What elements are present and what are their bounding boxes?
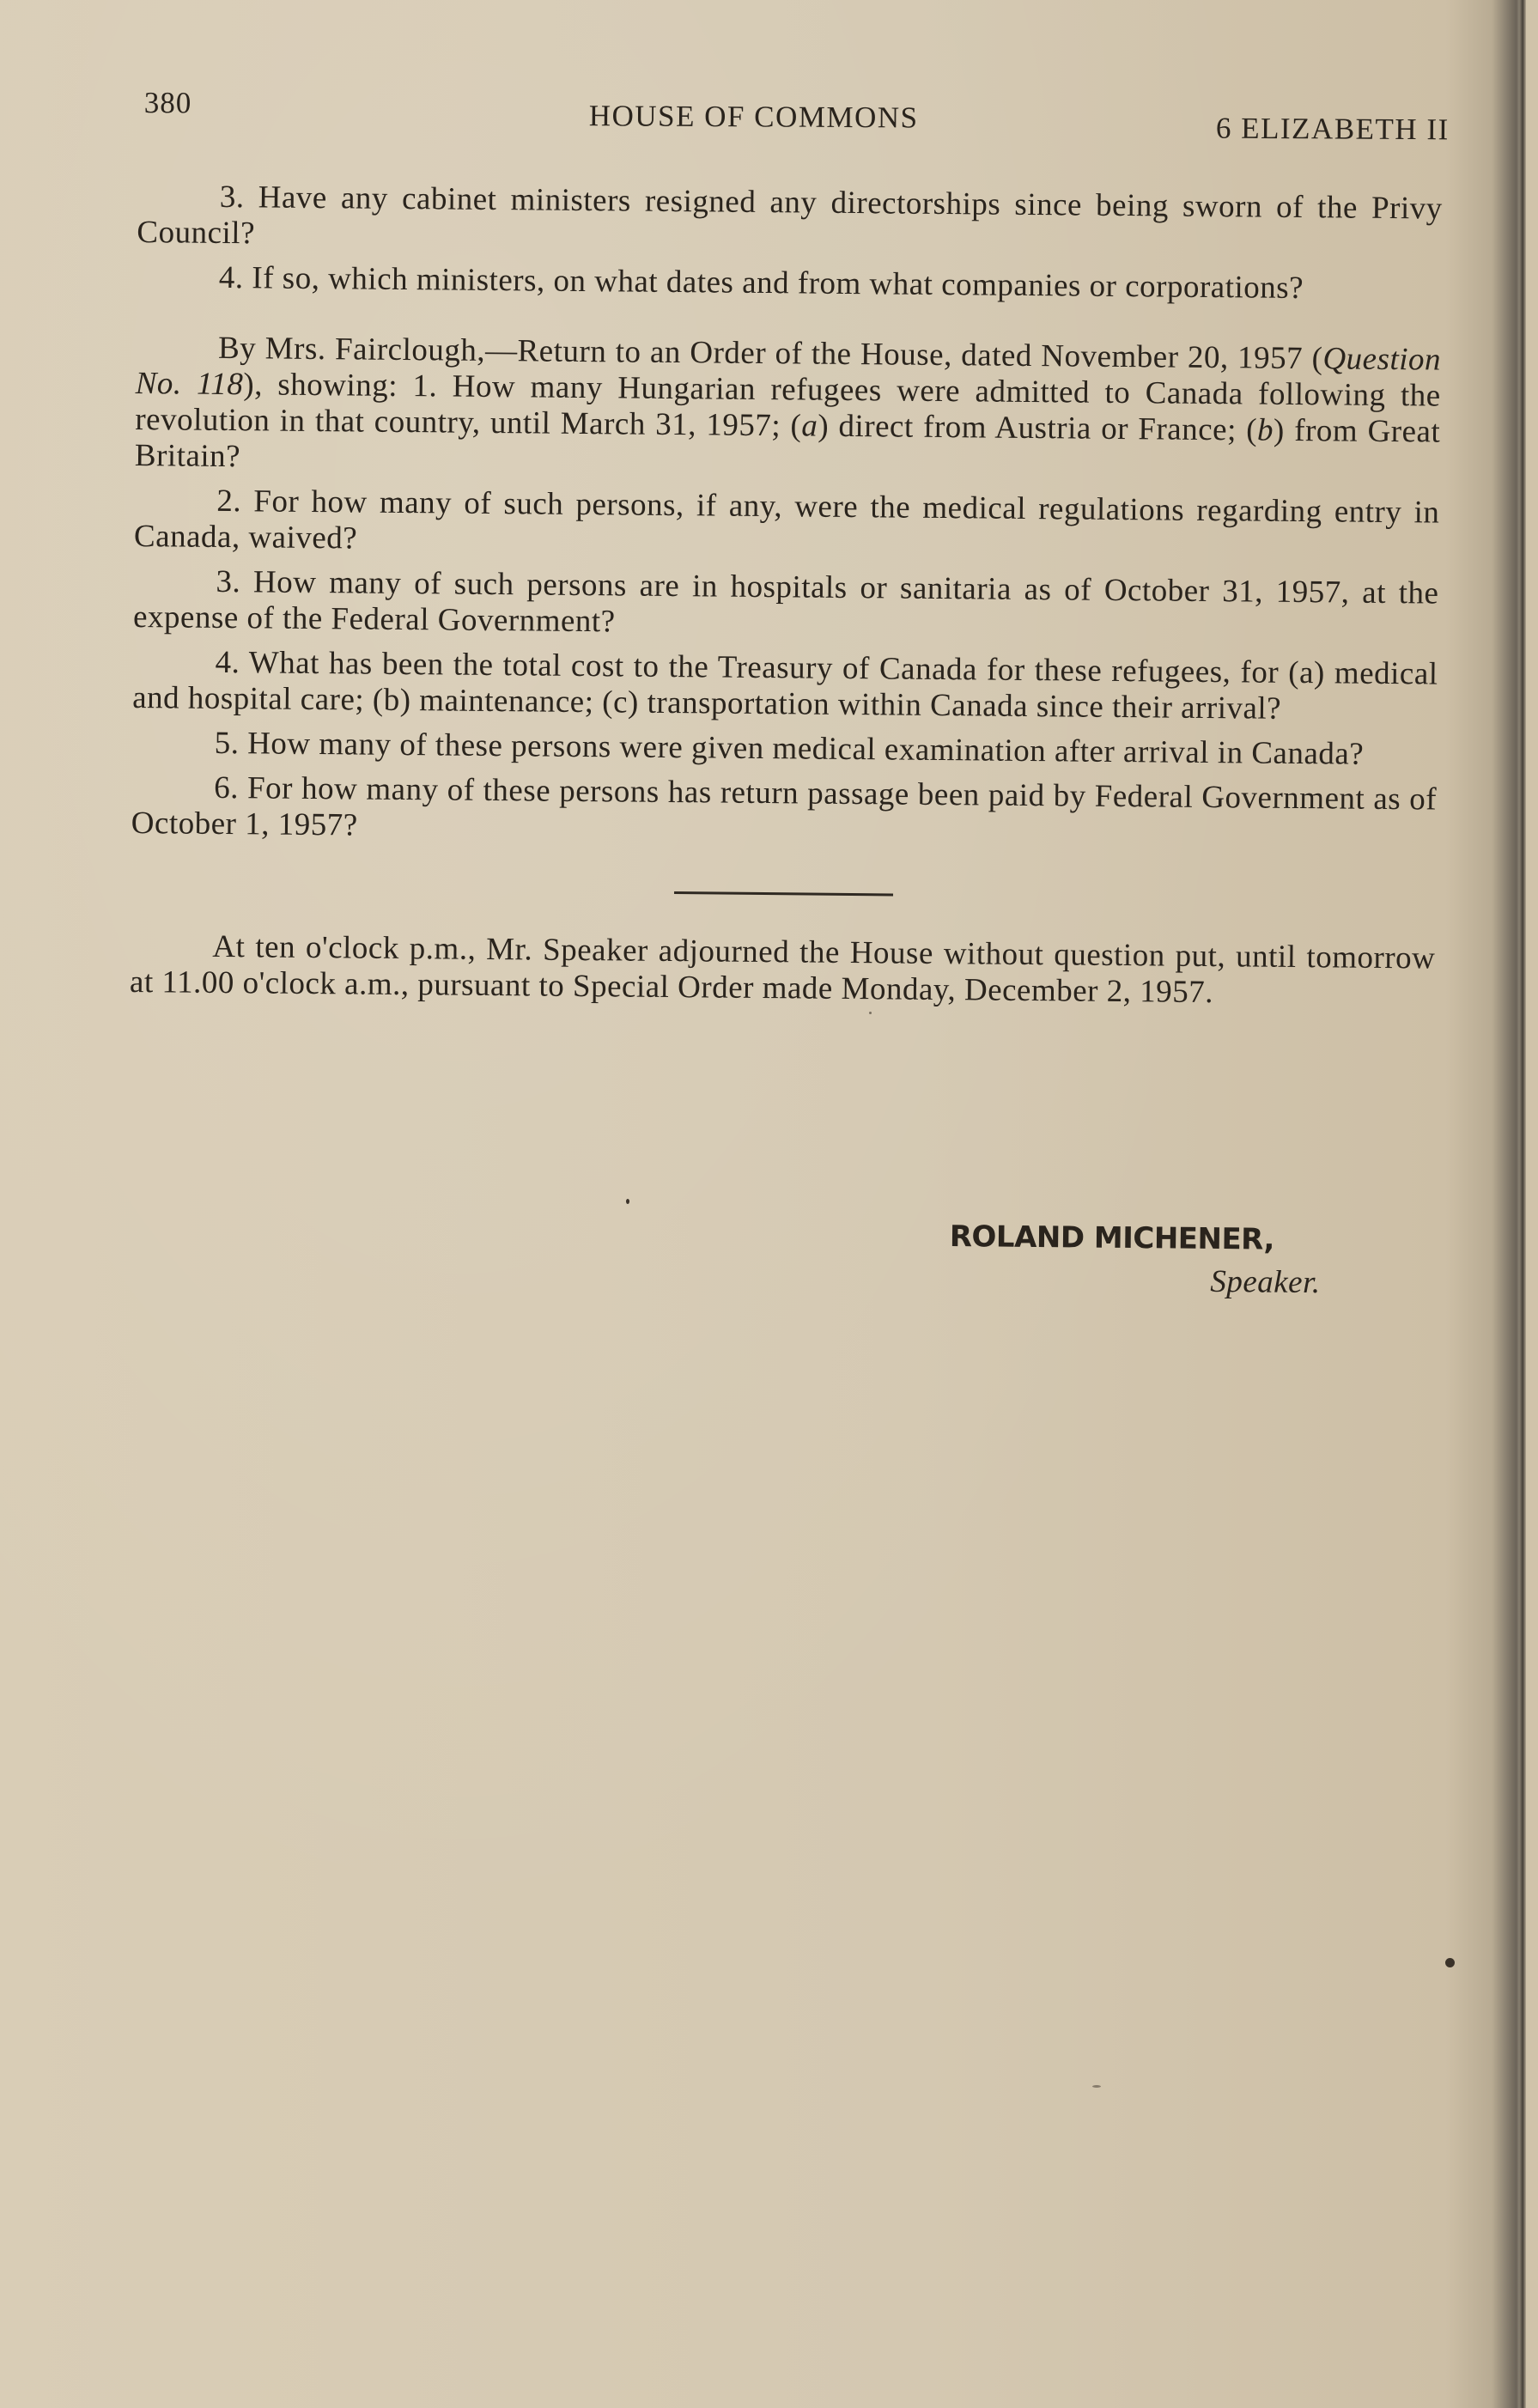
question-4-ministers: 4. If so, which ministers, on what dates and from what companies or corporations? xyxy=(218,259,1304,307)
question-3-directorships: 3. Have any cabinet ministers resigned any directorships since being sworn of the Privy Council? xyxy=(137,179,1443,252)
question-2-medical-regulations: 2. For how many of such persons, if any, were the medical regulations regarding entry in Canada, waived? xyxy=(133,483,1440,556)
ink-speck xyxy=(1092,2085,1101,2088)
question-6-return-passage: 6. For how many of these persons has return passage been paid by Federal Government as of October 1, 1957? xyxy=(131,769,1438,843)
page-number: 380 xyxy=(143,86,192,120)
question-5-medical-examination: 5. How many of these persons were given medical examination after arrival in Canada? xyxy=(214,725,1365,772)
adjournment-notice: At ten o'clock p.m., Mr. Speaker adjourned the House without question put, until tomorrow at 11.00 o'clock a.m., pursuant to Special Order made Monday, December 2, 1957. xyxy=(129,928,1436,1011)
question-reference: Question No. 118 xyxy=(135,341,1442,403)
binding-shadow xyxy=(1519,0,1526,2408)
page-body xyxy=(130,179,1443,1022)
question-3-hospitals: 3. How many of such persons are in hospitals or sanitaria as of October 31, 1957, at the expense of the Federal Government? xyxy=(132,563,1439,640)
speaker-name: ROLAND MICHENER, xyxy=(949,1219,1275,1257)
item-a-label: a xyxy=(801,408,818,444)
return-order-lead: By Mrs. Fairclough,—Return to an Order of the House, dated November 20, 1957 ( xyxy=(217,330,1323,377)
question-4-total-cost: 4. What has been the total cost to the Treasury of Canada for these refugees, for (a) medical and hospital care; (b) maintenance; (c) transportation within Canada since their arrival? xyxy=(132,644,1438,727)
regnal-year: 6 ELIZABETH II xyxy=(1215,111,1450,147)
ink-speck xyxy=(869,1012,872,1014)
signature-block xyxy=(949,1219,1431,1302)
page-header xyxy=(144,86,1450,145)
section-divider xyxy=(674,891,893,896)
ink-speck xyxy=(1445,1958,1455,1967)
speaker-title: Speaker. xyxy=(1210,1263,1321,1301)
ink-speck xyxy=(626,1199,629,1204)
item-b-label: b xyxy=(1256,412,1274,448)
return-order-part2: ) direct from Austria or France; ( xyxy=(818,408,1258,448)
return-order-fairclough xyxy=(135,330,1442,487)
return-order-part3: ) from Great Britain? xyxy=(134,412,1441,475)
return-order-part1: ), showing: 1. How many Hungarian refugees were admitted to Canada following the revolution in that country, until March 31, 1957; ( xyxy=(135,367,1441,444)
running-head: HOUSE OF COMMONS xyxy=(588,99,919,135)
